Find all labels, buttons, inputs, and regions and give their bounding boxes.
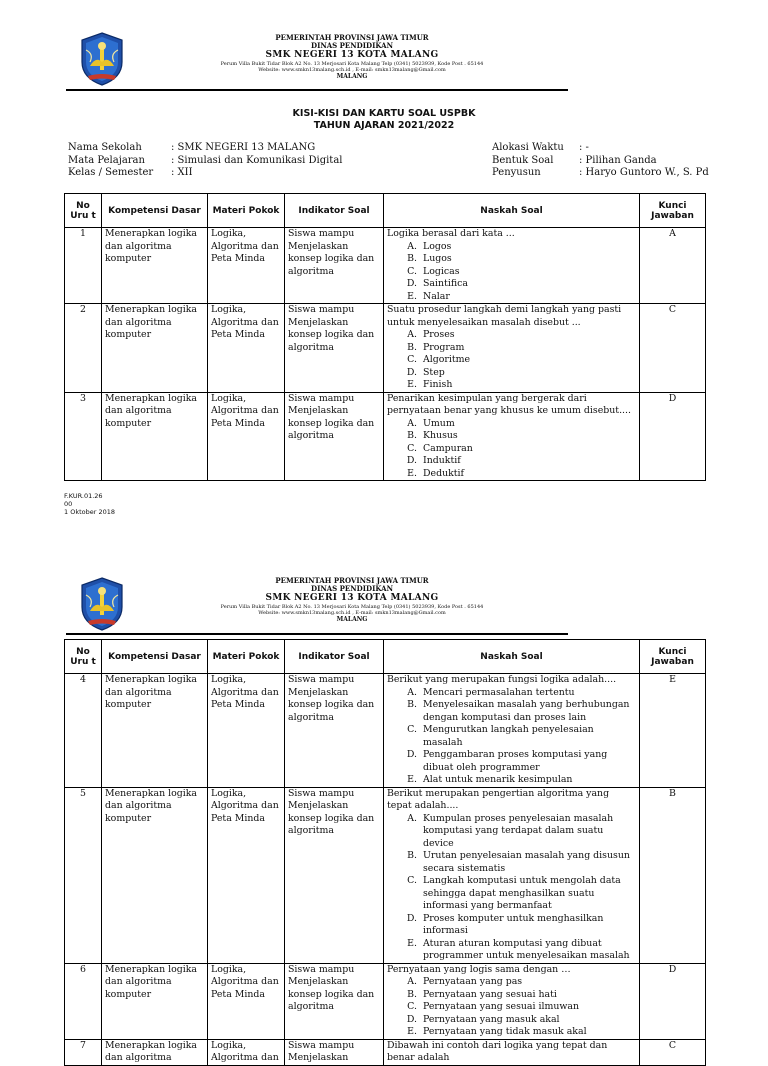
answer-option [387, 1001, 636, 1014]
cell-indikator: Siswa mampu Menjelaskan [285, 1039, 384, 1065]
option-text: Proses [423, 329, 455, 340]
option-letter: D. [406, 749, 417, 760]
cell-materi: Logika, Algoritma dan Peta Minda [208, 304, 285, 393]
cell-indikator: Siswa mampu Menjelaskan konsep logika dan algoritma [285, 787, 384, 963]
cell-materi: Logika, Algoritma dan Peta Minda [208, 392, 285, 481]
option-text: Step [423, 366, 445, 378]
question-text: Berikut merupakan pengertian algoritma yang tepat adalah.... [387, 787, 610, 811]
option-text: Langkah komputasi untuk mengolah data sehingga dapat menghasilkan suatu informasi yang bermanfaat [423, 875, 621, 911]
cell-indikator: Siswa mampu Menjelaskan konsep logika dan algoritma [285, 228, 384, 304]
info-value: : Haryo Guntoro W., S. Pd [579, 167, 709, 178]
option-text: Mencari permasalahan tertentu [423, 686, 575, 698]
question-text: Dibawah ini contoh dari logika yang tepat dan benar adalah [387, 1039, 608, 1063]
question-text: Penarikan kesimpulan yang bergerak dari pernyataan benar yang khusus ke umum disebut.... [387, 392, 631, 416]
answer-option [387, 687, 636, 700]
answer-key: C [640, 304, 706, 393]
answer-key: C [640, 1039, 706, 1065]
option-letter: D. [406, 1013, 417, 1025]
option-letter: A. [407, 686, 417, 698]
row-number: 5 [65, 787, 102, 963]
header-rule [66, 633, 568, 635]
header-website: Website: www.smkn13malang.sch.id , E-mail: smkn13malang@Gmail.com [258, 610, 446, 616]
answer-option [387, 1014, 636, 1027]
option-letter: B. [407, 850, 417, 861]
row-number: 7 [65, 1039, 102, 1065]
answer-options [387, 687, 636, 787]
footer-rev: 00 [64, 500, 73, 508]
header-line2: DINAS PENDIDIKAN [311, 584, 393, 593]
row-number: 1 [65, 228, 102, 304]
option-text: Pernyataan yang sesuai ilmuwan [423, 1001, 580, 1012]
footer-date: 1 Oktober 2018 [64, 508, 116, 516]
cell-kompetensi: Menerapkan logika dan algoritma komputer [102, 304, 208, 393]
header-website: Website: www.smkn13malang.sch.id , E-mail: smkn13malang@Gmail.com [258, 67, 446, 73]
header-line1: PEMERINTAH PROVINSI JAWA TIMUR [275, 33, 429, 42]
cell-naskah [384, 787, 640, 963]
answer-options [387, 976, 636, 1039]
info-value: : SMK NEGERI 13 MALANG [171, 142, 316, 153]
header-address: Perum Villa Bukit Tidar Blok A2 No. 13 Merjosari Kota Malang Telp (0341) 5023939, Kode Post . 65144 [220, 604, 484, 610]
option-text: Algoritme [423, 354, 471, 365]
option-text: Induktif [423, 455, 461, 466]
cell-indikator: Siswa mampu Menjelaskan konsep logika dan algoritma [285, 304, 384, 393]
option-text: Pernyataan yang masuk akal [423, 1013, 560, 1025]
option-text: Logos [423, 240, 452, 252]
col-header-materi: Materi Pokok [208, 194, 285, 228]
table-row [65, 787, 706, 963]
cell-kompetensi: Menerapkan logika dan algoritma komputer [102, 228, 208, 304]
option-text: Proses komputer untuk menghasilkan informasi [423, 912, 604, 936]
cell-materi: Logika, Algoritma dan [208, 1039, 285, 1065]
answer-option [387, 724, 636, 749]
info-value: : Pilihan Ganda [579, 154, 657, 166]
option-text: Penggambaran proses komputasi yang dibuat oleh programmer [423, 749, 608, 773]
option-letter: C. [407, 442, 417, 454]
option-text: Kumpulan proses penyelesaian masalah komputasi yang terdapat dalam suatu device [423, 812, 614, 849]
answer-option [387, 699, 636, 724]
option-letter: C. [407, 875, 417, 886]
answer-option [387, 989, 636, 1002]
option-letter: E. [407, 774, 417, 785]
option-letter: C. [407, 265, 417, 277]
col-header-no: No Uru t [65, 640, 102, 674]
answer-key: E [640, 674, 706, 788]
option-text: Pernyataan yang sesuai hati [423, 988, 557, 1000]
cell-kompetensi: Menerapkan logika dan algoritma komputer [102, 963, 208, 1039]
info-label: Mata Pelajaran [68, 154, 145, 166]
question-text: Suatu prosedur langkah demi langkah yang pasti untuk menyelesaikan masalah disebut ... [387, 304, 622, 328]
cell-materi: Logika, Algoritma dan Peta Minda [208, 963, 285, 1039]
option-text: Pernyataan yang pas [423, 976, 523, 987]
cell-indikator: Siswa mampu Menjelaskan konsep logika dan algoritma [285, 674, 384, 788]
answer-option [387, 875, 636, 913]
option-text: Saintifica [423, 278, 468, 289]
info-value: : XII [171, 167, 193, 178]
header-line1: PEMERINTAH PROVINSI JAWA TIMUR [275, 576, 429, 585]
option-letter: E. [407, 290, 417, 302]
option-letter: A. [407, 329, 417, 340]
col-header-materi: Materi Pokok [208, 640, 285, 674]
table-row [65, 1039, 706, 1065]
info-label: Kelas / Semester [68, 167, 154, 178]
option-text: Aturan aturan komputasi yang dibuat programmer untuk menyelesaikan masalah [423, 937, 630, 961]
cell-naskah [384, 1039, 640, 1065]
cell-naskah [384, 963, 640, 1039]
cell-naskah [384, 674, 640, 788]
option-letter: A. [407, 812, 417, 824]
col-header-indikator: Indikator Soal [285, 640, 384, 674]
answer-key: D [640, 963, 706, 1039]
option-letter: E. [407, 1026, 417, 1037]
question-text: Pernyataan yang logis sama dengan … [387, 963, 571, 975]
cell-kompetensi: Menerapkan logika dan algoritma [102, 1039, 208, 1065]
option-letter: D. [406, 366, 417, 378]
letterhead [64, 577, 572, 635]
option-letter: B. [407, 699, 417, 710]
footer-code: F.KUR.01.26 [64, 492, 103, 500]
option-text: Urutan penyelesaian masalah yang disusun secara sistematis [423, 850, 630, 874]
question-table [64, 639, 706, 1066]
header-school: SMK NEGERI 13 KOTA MALANG [265, 593, 439, 603]
answer-option [387, 774, 636, 787]
cell-indikator: Siswa mampu Menjelaskan konsep logika dan algoritma [285, 392, 384, 481]
row-number: 3 [65, 392, 102, 481]
option-letter: A. [407, 417, 417, 429]
row-number: 2 [65, 304, 102, 393]
option-text: Lugos [423, 253, 452, 264]
col-header-no: No Uru t [65, 194, 102, 228]
answer-option [387, 913, 636, 938]
answer-option [387, 938, 636, 963]
answer-options [387, 813, 636, 963]
option-text: Program [423, 341, 465, 353]
answer-option [387, 850, 636, 875]
col-header-naskah: Naskah Soal [384, 640, 640, 674]
header-school: SMK NEGERI 13 KOTA MALANG [265, 50, 439, 60]
header-address: Perum Villa Bukit Tidar Blok A2 No. 13 Merjosari Kota Malang Telp (0341) 5023939, Kode Post . 65144 [220, 61, 484, 67]
option-text: Alat untuk menarik kesimpulan [423, 774, 573, 785]
option-letter: B. [407, 341, 417, 353]
option-text: Logicas [423, 265, 460, 277]
option-text: Pernyataan yang tidak masuk akal [423, 1026, 587, 1037]
cell-kompetensi: Menerapkan logika dan algoritma komputer [102, 392, 208, 481]
col-header-indikator: Indikator Soal [285, 194, 384, 228]
option-letter: B. [407, 430, 417, 441]
answer-key: A [640, 228, 706, 304]
header-city: MALANG [336, 73, 368, 80]
answer-option [387, 976, 636, 989]
option-text: Finish [423, 379, 453, 390]
option-text: Umum [423, 417, 455, 429]
option-text: Nalar [423, 290, 450, 302]
option-letter: D. [406, 455, 417, 466]
cell-materi: Logika, Algoritma dan Peta Minda [208, 787, 285, 963]
cell-indikator: Siswa mampu Menjelaskan konsep logika dan algoritma [285, 963, 384, 1039]
cell-kompetensi: Menerapkan logika dan algoritma komputer [102, 787, 208, 963]
option-letter: B. [407, 253, 417, 264]
option-letter: E. [407, 379, 417, 390]
info-label: Nama Sekolah [68, 142, 142, 153]
answer-key: B [640, 787, 706, 963]
table-row [65, 963, 706, 1039]
row-number: 6 [65, 963, 102, 1039]
answer-key: D [640, 392, 706, 481]
option-text: Campuran [423, 442, 473, 454]
option-letter: C. [407, 354, 417, 365]
option-text: Mengurutkan langkah penyelesaian masalah [423, 724, 594, 748]
table-row [65, 674, 706, 788]
option-letter: E. [407, 937, 417, 949]
option-letter: C. [407, 724, 417, 735]
option-letter: B. [407, 988, 417, 1000]
option-text: Deduktif [423, 467, 465, 479]
cell-materi: Logika, Algoritma dan Peta Minda [208, 228, 285, 304]
question-text: Logika berasal dari kata ... [387, 228, 515, 239]
option-letter: C. [407, 1001, 417, 1012]
cell-kompetensi: Menerapkan logika dan algoritma komputer [102, 674, 208, 788]
option-letter: A. [407, 240, 417, 252]
info-value: : Simulasi dan Komunikasi Digital [171, 154, 343, 166]
option-text: Khusus [423, 430, 458, 441]
col-header-kompetensi: Kompetensi Dasar [102, 640, 208, 674]
east-java-emblem-icon [78, 577, 126, 631]
col-header-naskah: Naskah Soal [384, 194, 640, 228]
col-header-kunci: Kunci Jawaban [640, 640, 706, 674]
title-line1: KISI-KISI DAN KARTU SOAL USPBK [292, 108, 476, 119]
col-header-kompetensi: Kompetensi Dasar [102, 194, 208, 228]
title-line2: TAHUN AJARAN 2021/2022 [313, 120, 455, 131]
answer-option [387, 749, 636, 774]
info-value: : - [579, 142, 589, 153]
option-letter: D. [406, 278, 417, 289]
option-letter: D. [406, 912, 417, 924]
row-number: 4 [65, 674, 102, 788]
answer-option [387, 1026, 636, 1039]
option-letter: A. [407, 976, 417, 987]
info-label: Penyusun [492, 167, 541, 178]
option-text: Menyelesaikan masalah yang berhubungan dengan komputasi dan proses lain [423, 699, 630, 723]
header-line2: DINAS PENDIDIKAN [311, 41, 393, 50]
option-letter: E. [407, 467, 417, 479]
col-header-kunci: Kunci Jawaban [640, 194, 706, 228]
answer-option [387, 813, 636, 851]
info-label: Alokasi Waktu [492, 142, 564, 153]
info-label: Bentuk Soal [492, 154, 554, 166]
cell-materi: Logika, Algoritma dan Peta Minda [208, 674, 285, 788]
question-text: Berikut yang merupakan fungsi logika adalah.... [387, 674, 617, 685]
header-city: MALANG [336, 616, 368, 623]
